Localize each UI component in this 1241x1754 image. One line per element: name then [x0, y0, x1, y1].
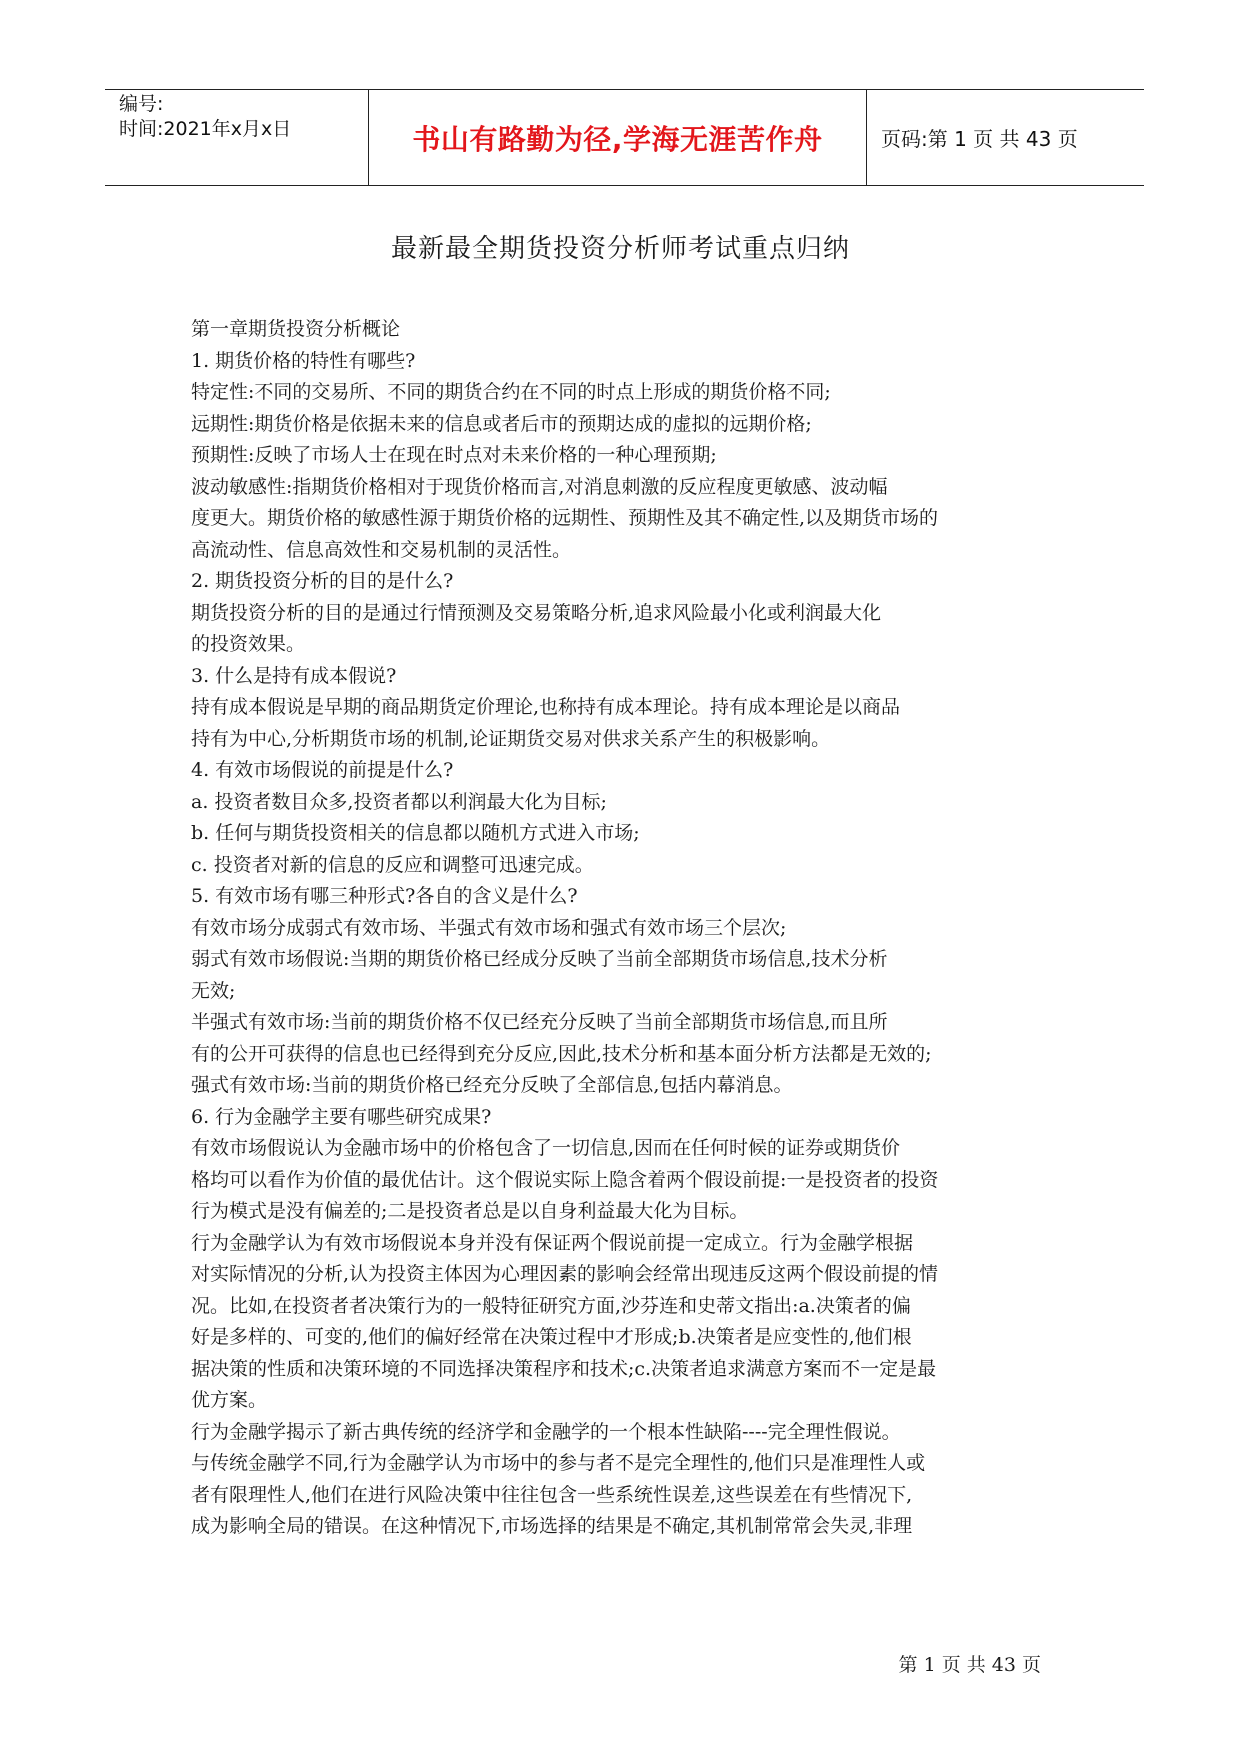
body-text-line: 5. 有效市场有哪三种形式?各自的含义是什么? [191, 885, 578, 907]
body-text-line: 成为影响全局的错误。在这种情况下,市场选择的结果是不确定,其机制常常会失灵,非理 [191, 1515, 913, 1537]
body-text-line: 远期性:期货价格是依据未来的信息或者后市的预期达成的虚拟的远期价格; [191, 412, 812, 435]
body-text-line: 的投资效果。 [191, 633, 306, 655]
body-text-line: a. 投资者数目众多,投资者都以利润最大化为目标; [191, 790, 607, 813]
body-text-line: 1. 期货价格的特性有哪些? [191, 349, 416, 372]
body-text-line: 与传统金融学不同,行为金融学认为市场中的参与者不是完全理性的,他们只是准理性人或 [191, 1452, 926, 1474]
body-text-line: 据决策的性质和决策环境的不同选择决策程序和技术;c.决策者追求满意方案而不一定是最 [191, 1357, 937, 1380]
body-text-line: 度更大。期货价格的敏感性源于期货价格的远期性、预期性及其不确定性,以及期货市场的 [191, 507, 939, 529]
body-text-line: 有效市场分成弱式有效市场、半强式有效市场和强式有效市场三个层次; [191, 916, 787, 939]
body-text-line: 高流动性、信息高效性和交易机制的灵活性。 [191, 538, 572, 561]
body-text-line: 有的公开可获得的信息也已经得到充分反应,因此,技术分析和基本面分析方法都是无效的; [191, 1042, 932, 1065]
document-title: 最新最全期货投资分析师考试重点归纳 [390, 234, 850, 264]
body-text-line: 持有成本假说是早期的商品期货定价理论,也称持有成本理论。持有成本理论是以商品 [191, 696, 901, 718]
body-text-line: 行为金融学揭示了新古典传统的经济学和金融学的一个根本性缺陷----完全理性假说。 [191, 1420, 901, 1443]
body-text-line: 2. 期货投资分析的目的是什么? [191, 570, 454, 592]
body-text-line: 预期性:反映了市场人士在现在时点对未来价格的一种心理预期; [191, 444, 717, 466]
document-time-label: 时间:2021年x月x日 [119, 118, 292, 140]
body-text-line: 者有限理性人,他们在进行风险决策中往往包含一些系统性误差,这些误差在有些情况下, [191, 1483, 913, 1506]
document-body [191, 314, 1071, 1543]
body-text-line: 无效; [191, 979, 236, 1002]
body-text-line: 波动敏感性:指期货价格相对于现货价格而言,对消息刺激的反应程度更敏感、波动幅 [191, 475, 888, 498]
document-header [105, 89, 1144, 186]
body-text-line: 格均可以看作为价值的最优估计。这个假说实际上隐含着两个假设前提:一是投资者的投资 [191, 1168, 939, 1191]
body-text-line: 况。比如,在投资者者决策行为的一般特征研究方面,沙芬连和史蒂文指出:a.决策者的偏 [191, 1294, 911, 1317]
body-text-line: 特定性:不同的交易所、不同的期货合约在不同的时点上形成的期货价格不同; [191, 381, 831, 403]
body-text-line: 优方案。 [191, 1389, 268, 1411]
body-text-line: 4. 有效市场假说的前提是什么? [191, 759, 454, 781]
header-meta-cell [105, 90, 369, 185]
body-text-line: 第一章期货投资分析概论 [191, 318, 401, 340]
header-page-info: 页码:第 1 页 共 43 页 [881, 127, 1078, 151]
header-motto: 书山有路勤为径,学海无涯苦作舟 [412, 122, 823, 156]
body-text-line: b. 任何与期货投资相关的信息都以随机方式进入市场; [191, 822, 640, 844]
body-text-line: 好是多样的、可变的,他们的偏好经常在决策过程中才形成;b.决策者是应变性的,他们根 [191, 1326, 912, 1348]
body-text-line: 持有为中心,分析期货市场的机制,论证期货交易对供求关系产生的积极影响。 [191, 727, 831, 750]
body-text-line: 有效市场假说认为金融市场中的价格包含了一切信息,因而在任何时候的证券或期货价 [191, 1137, 901, 1159]
body-text-line: 强式有效市场:当前的期货价格已经充分反映了全部信息,包括内幕消息。 [191, 1074, 793, 1096]
body-text-line: 6. 行为金融学主要有哪些研究成果? [191, 1105, 492, 1128]
header-motto-cell [369, 90, 867, 185]
page-footer: 第 1 页 共 43 页 [898, 1654, 1041, 1676]
header-page-cell [867, 90, 1144, 185]
body-text-line: 对实际情况的分析,认为投资主体因为心理因素的影响会经常出现违反这两个假设前提的情 [191, 1263, 939, 1285]
body-text-line: 期货投资分析的目的是通过行情预测及交易策略分析,追求风险最小化或利润最大化 [191, 601, 882, 624]
body-text-line: 半强式有效市场:当前的期货价格不仅已经充分反映了当前全部期货市场信息,而且所 [191, 1011, 888, 1033]
document-number-label: 编号: [119, 93, 164, 115]
body-text-line: c. 投资者对新的信息的反应和调整可迅速完成。 [191, 853, 594, 876]
body-text-line: 弱式有效市场假说:当期的期货价格已经成分反映了当前全部期货市场信息,技术分析 [191, 948, 888, 970]
body-text-line: 行为金融学认为有效市场假说本身并没有保证两个假说前提一定成立。行为金融学根据 [191, 1231, 914, 1254]
body-text-line: 3. 什么是持有成本假说? [191, 664, 397, 687]
body-text-line: 行为模式是没有偏差的;二是投资者总是以自身利益最大化为目标。 [191, 1200, 749, 1222]
